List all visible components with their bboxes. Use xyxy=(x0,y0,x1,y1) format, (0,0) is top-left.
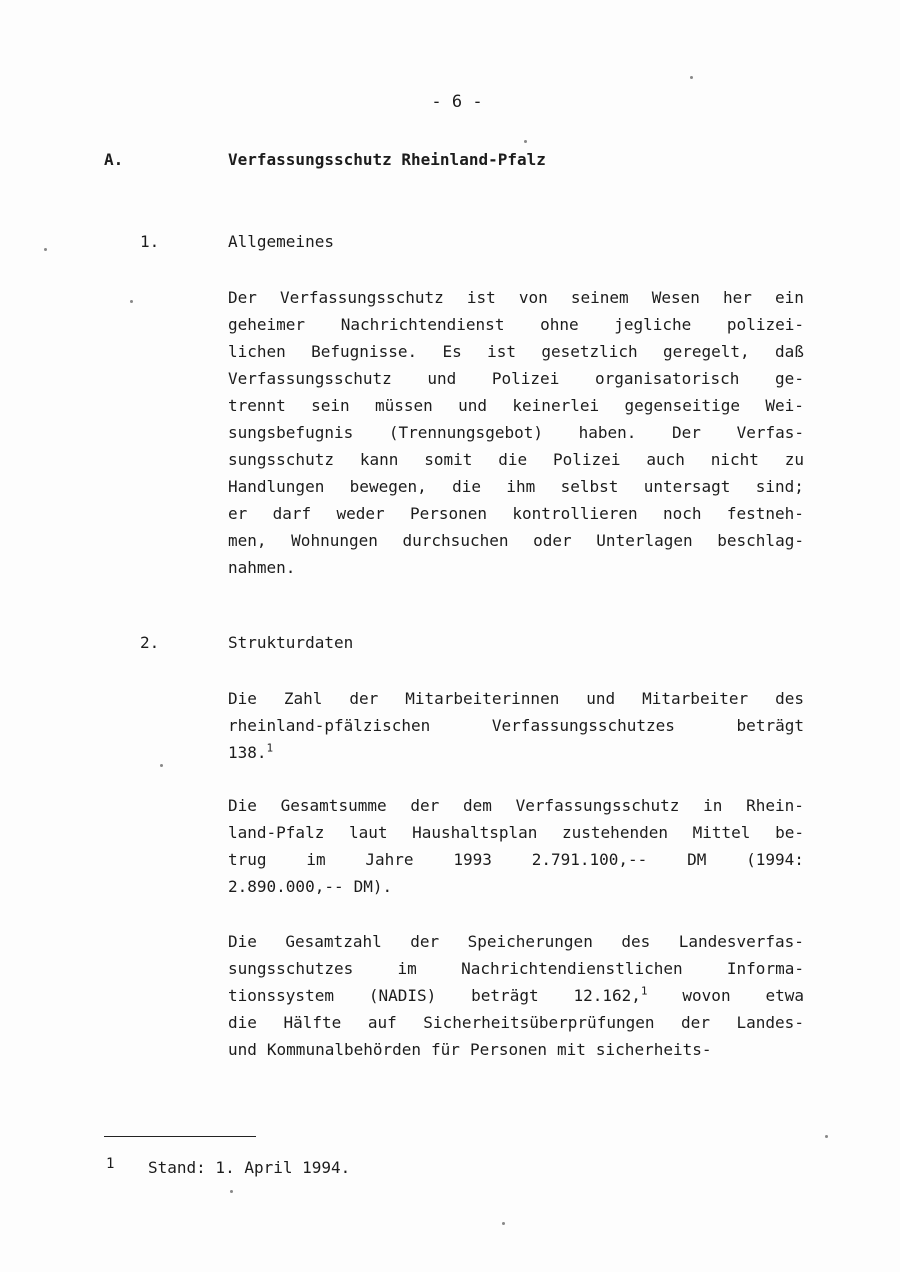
word: Jahre xyxy=(365,850,414,869)
word: kontrollieren xyxy=(512,504,638,523)
word: von xyxy=(518,288,548,307)
footnote-reference: 1 xyxy=(266,741,274,755)
word: gegenseitige xyxy=(624,396,741,415)
word: des xyxy=(621,932,651,951)
word: im xyxy=(397,959,417,978)
word: Personen xyxy=(410,504,488,523)
word: Haushaltsplan xyxy=(412,823,538,842)
word: Unterlagen xyxy=(596,531,693,550)
word: beschlag- xyxy=(717,531,804,550)
text-line xyxy=(228,446,804,473)
text-line xyxy=(228,419,804,446)
word: ihm xyxy=(506,477,536,496)
word: seinem xyxy=(570,288,629,307)
word: und xyxy=(586,689,616,708)
word: dem xyxy=(462,796,492,815)
word: trennt xyxy=(228,396,286,415)
word: geregelt, xyxy=(662,342,750,361)
word: Wei- xyxy=(765,396,804,415)
word: Mitarbeiterinnen xyxy=(405,689,560,708)
word: etwa xyxy=(765,986,804,1005)
word: Polizei xyxy=(553,450,621,469)
word: (1994: xyxy=(746,850,804,869)
word: weder xyxy=(336,504,385,523)
word: des xyxy=(775,689,804,708)
word: nahmen. xyxy=(228,558,296,577)
word: Hälfte xyxy=(283,1013,342,1032)
word: 12.162,$^1$ xyxy=(573,984,648,1005)
word: Mitarbeiter xyxy=(642,689,749,708)
word: Der xyxy=(228,288,257,307)
word: zu xyxy=(784,450,804,469)
word: tionssystem xyxy=(228,986,334,1005)
word: Mittel xyxy=(692,823,751,842)
word: Die xyxy=(228,932,257,951)
chapter-number: A. xyxy=(104,150,124,169)
word: daß xyxy=(775,342,804,361)
word: Gesamtsumme xyxy=(280,796,387,815)
word: ein xyxy=(775,288,804,307)
word: sein xyxy=(311,396,350,415)
word: Handlungen xyxy=(228,477,325,496)
word: jegliche xyxy=(614,315,692,334)
word: zustehenden xyxy=(562,823,668,842)
word: Verfassungsschutzes xyxy=(491,716,675,735)
text-line xyxy=(228,1036,804,1063)
word: be- xyxy=(775,823,804,842)
word: Wohnungen xyxy=(291,531,378,550)
text-line xyxy=(228,554,804,581)
word: kann xyxy=(359,450,399,469)
chapter-title: Verfassungsschutz Rheinland-Pfalz xyxy=(228,150,546,169)
word: sicherheits- xyxy=(595,1040,712,1059)
section-number: 1. xyxy=(140,232,160,251)
section-number: 2. xyxy=(140,633,160,652)
word: beträgt xyxy=(736,716,804,735)
page-number: - 6 - xyxy=(431,92,483,112)
word: 138.$^1$ xyxy=(228,741,274,762)
word: DM xyxy=(687,850,707,869)
word: geheimer xyxy=(228,315,306,334)
word: 1993 xyxy=(453,850,492,869)
word: festneh- xyxy=(726,504,804,523)
word: Die xyxy=(228,796,257,815)
word: die xyxy=(452,477,481,496)
text-line xyxy=(228,739,804,766)
word: nicht xyxy=(710,450,759,469)
text-line xyxy=(228,527,804,554)
word: darf xyxy=(272,504,312,523)
word: trug xyxy=(228,850,267,869)
text-line xyxy=(228,982,804,1009)
word: durchsuchen xyxy=(402,531,509,550)
word: die xyxy=(498,450,528,469)
text-line xyxy=(228,955,804,982)
word: 2.791.100,-- xyxy=(531,850,648,869)
word: Speicherungen xyxy=(467,932,593,951)
word: untersagt xyxy=(643,477,731,496)
text-line xyxy=(228,819,804,846)
word: sungsschutzes xyxy=(228,959,354,978)
word: DM). xyxy=(353,877,393,896)
word: Sicherheitsüberprüfungen xyxy=(423,1013,655,1032)
word: keinerlei xyxy=(512,396,600,415)
paragraph-allgemeines xyxy=(228,284,804,581)
footnote-divider xyxy=(104,1136,256,1137)
word: land-Pfalz xyxy=(228,823,325,842)
word: Informa- xyxy=(726,959,804,978)
word: auf xyxy=(367,1013,397,1032)
word: der xyxy=(410,932,440,951)
word: Es xyxy=(442,342,462,361)
word: und xyxy=(228,1040,257,1059)
word: wovon xyxy=(682,986,731,1005)
footnote-mark: 1 xyxy=(106,1156,115,1172)
word: Befugnisse. xyxy=(311,342,418,361)
word: Verfassungsschutz xyxy=(280,288,444,307)
word: die xyxy=(228,1013,257,1032)
word: müssen xyxy=(375,396,433,415)
word: Rhein- xyxy=(746,796,804,815)
word: oder xyxy=(533,531,572,550)
word: im xyxy=(306,850,326,869)
text-line xyxy=(228,500,804,527)
word: Kommunalbehörden xyxy=(266,1040,422,1059)
word: Nachrichtendienst xyxy=(340,315,505,334)
section-title: Allgemeines xyxy=(228,232,334,251)
word: her xyxy=(723,288,752,307)
word: Der xyxy=(672,423,701,442)
text-line xyxy=(228,928,804,955)
word: Die xyxy=(228,689,257,708)
paragraph-staff-count xyxy=(228,685,804,766)
text-line xyxy=(228,338,804,365)
text-line xyxy=(228,846,804,873)
word: Wesen xyxy=(651,288,700,307)
text-line xyxy=(228,473,804,500)
footnote-text: Stand: 1. April 1994. xyxy=(148,1158,351,1177)
word: Gesamtzahl xyxy=(285,932,382,951)
word: ge- xyxy=(775,369,804,388)
word: und xyxy=(458,396,488,415)
text-line xyxy=(228,712,804,739)
paragraph-budget xyxy=(228,792,804,900)
word: er xyxy=(228,504,248,523)
word: der xyxy=(349,689,379,708)
word: in xyxy=(703,796,723,815)
word: sungsbefugnis xyxy=(228,423,354,442)
word: bewegen, xyxy=(349,477,427,496)
text-line xyxy=(228,873,804,900)
word: und xyxy=(427,369,457,388)
word: ohne xyxy=(540,315,579,334)
word: ist xyxy=(487,342,516,361)
word: haben. xyxy=(578,423,637,442)
section-title: Strukturdaten xyxy=(228,633,354,652)
word: Personen xyxy=(469,1040,547,1059)
word: mit xyxy=(557,1040,586,1059)
word: (NADIS) xyxy=(368,986,437,1005)
word: Polizei xyxy=(491,369,560,388)
word: der xyxy=(681,1013,710,1032)
word: laut xyxy=(348,823,388,842)
word: lichen xyxy=(228,342,286,361)
word: sungsschutz xyxy=(228,450,334,469)
word: Verfas- xyxy=(736,423,804,442)
text-line xyxy=(228,365,804,392)
word: Zahl xyxy=(283,689,323,708)
word: 2.890.000,-- xyxy=(228,877,344,896)
word: (Trennungsgebot) xyxy=(388,423,543,442)
footnote-reference: 1 xyxy=(640,984,648,998)
paragraph-nadis xyxy=(228,928,804,1063)
word: beträgt xyxy=(471,986,539,1005)
word: auch xyxy=(646,450,685,469)
word: ist xyxy=(466,288,496,307)
text-line xyxy=(228,685,804,712)
word: selbst xyxy=(560,477,619,496)
word: sind; xyxy=(755,477,804,496)
word: gesetzlich xyxy=(541,342,638,361)
text-line xyxy=(228,1009,804,1036)
word: men, xyxy=(228,531,267,550)
word: Landes- xyxy=(736,1013,804,1032)
word: polizei- xyxy=(726,315,804,334)
text-line xyxy=(228,311,804,338)
word: noch xyxy=(662,504,702,523)
word: Verfassungsschutz xyxy=(515,796,680,815)
word: der xyxy=(410,796,440,815)
word: rheinland-pfälzischen xyxy=(228,716,431,735)
word: Nachrichtendienstlichen xyxy=(461,959,683,978)
text-line xyxy=(228,284,804,311)
word: Verfassungsschutz xyxy=(228,369,392,388)
text-line xyxy=(228,792,804,819)
word: Landesverfas- xyxy=(678,932,804,951)
word: organisatorisch xyxy=(594,369,740,388)
word: für xyxy=(431,1040,460,1059)
word: somit xyxy=(424,450,473,469)
text-line xyxy=(228,392,804,419)
